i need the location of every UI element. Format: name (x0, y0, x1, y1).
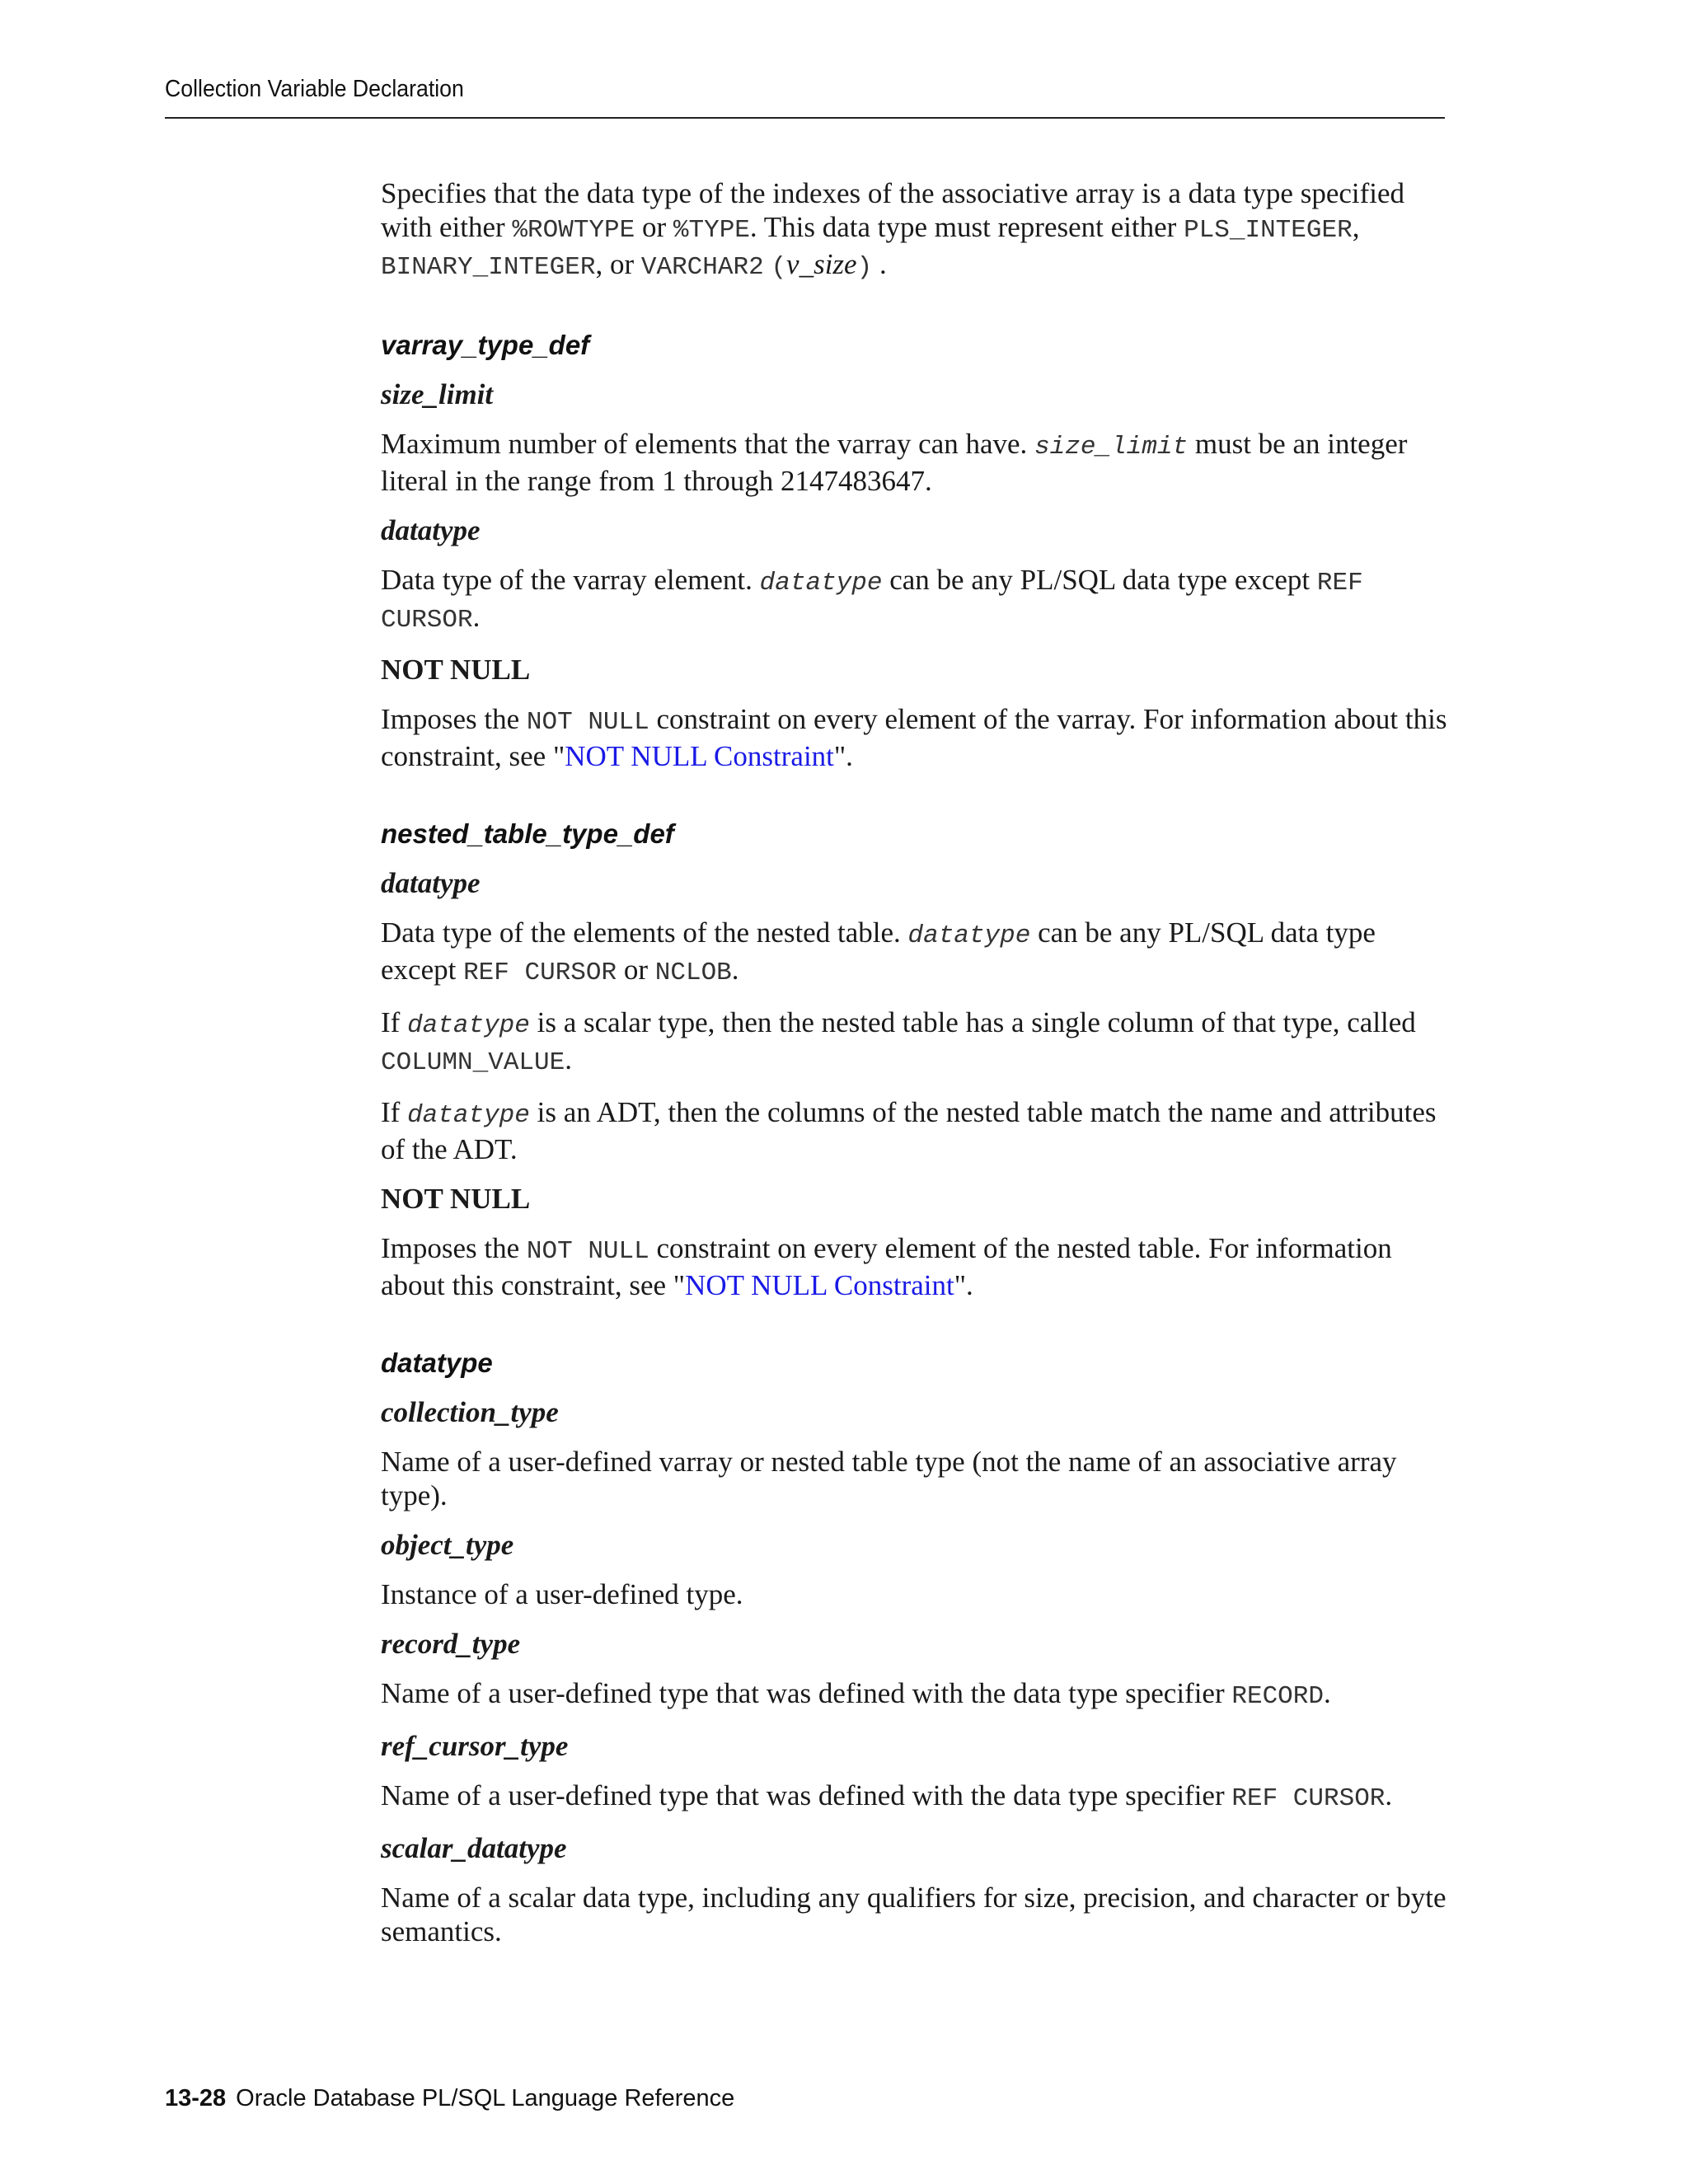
page-number: 13-28 (165, 2085, 227, 2111)
desc-nested-not-null: Imposes the NOT NULL constraint on every element of the nested table. For information about this constraint, see "NOT NULL Constraint". (381, 1232, 1392, 1301)
term-varray-not-null: NOT NULL (381, 654, 531, 686)
desc-collection-type: Name of a user-defined varray or nested table type (not the name of an associative array type). (381, 1446, 1397, 1511)
desc-record-type: Name of a user-defined type that was defined with the data type specifier RECORD. (381, 1677, 1331, 1711)
term-collection-type: collection_type (381, 1396, 559, 1428)
page-content (381, 176, 1452, 1964)
intro-paragraph: Specifies that the data type of the indexes of the associative array is a data type specified with either %ROWTYPE or %TYPE. This data type must represent either PLS_INTEGER, BINARY_INTEGER, or VARCHAR2 (v_size) . (381, 177, 1405, 282)
desc-size-limit: Maximum number of elements that the varray can have. size_limit must be an integer literal in the range from 1 through 2147483647. (381, 428, 1408, 497)
section-heading-nested-table-type-def: nested_table_type_def (381, 818, 674, 849)
desc-nested-datatype-3: If datatype is an ADT, then the columns of the nested table match the name and attributes of the ADT. (381, 1096, 1437, 1165)
page-footer (165, 2085, 734, 2112)
term-size-limit: size_limit (381, 378, 494, 410)
term-record-type: record_type (381, 1628, 521, 1660)
header-rule (165, 117, 1445, 119)
section-heading-datatype: datatype (381, 1347, 493, 1378)
book-title: Oracle Database PL/SQL Language Reference (236, 2085, 735, 2111)
desc-varray-not-null: Imposes the NOT NULL constraint on every element of the varray. For information about this constraint, see "NOT NULL Constraint". (381, 703, 1447, 772)
section-heading-varray-type-def: varray_type_def (381, 330, 590, 360)
term-ref-cursor-type: ref_cursor_type (381, 1730, 569, 1762)
desc-scalar-datatype: Name of a scalar data type, including any qualifiers for size, precision, and character or byte semantics. (381, 1882, 1447, 1947)
not-null-constraint-link[interactable]: NOT NULL Constraint (565, 740, 834, 772)
desc-nested-datatype-1: Data type of the elements of the nested table. datatype can be any PL/SQL data type except REF CURSOR or NCLOB. (381, 916, 1376, 987)
term-scalar-datatype: scalar_datatype (381, 1832, 567, 1864)
desc-nested-datatype-2: If datatype is a scalar type, then the nested table has a single column of that type, called COLUMN_VALUE. (381, 1006, 1416, 1077)
term-nested-not-null: NOT NULL (381, 1183, 531, 1215)
desc-object-type: Instance of a user-defined type. (381, 1578, 743, 1610)
desc-ref-cursor-type: Name of a user-defined type that was defined with the data type specifier REF CURSOR. (381, 1779, 1393, 1813)
term-nested-datatype: datatype (381, 867, 481, 899)
term-varray-datatype: datatype (381, 514, 481, 546)
not-null-constraint-link[interactable]: NOT NULL Constraint (685, 1269, 954, 1301)
desc-varray-datatype: Data type of the varray element. datatype can be any PL/SQL data type except REF CURSOR. (381, 564, 1363, 635)
term-object-type: object_type (381, 1529, 514, 1561)
running-header-title: Collection Variable Declaration (165, 76, 464, 102)
